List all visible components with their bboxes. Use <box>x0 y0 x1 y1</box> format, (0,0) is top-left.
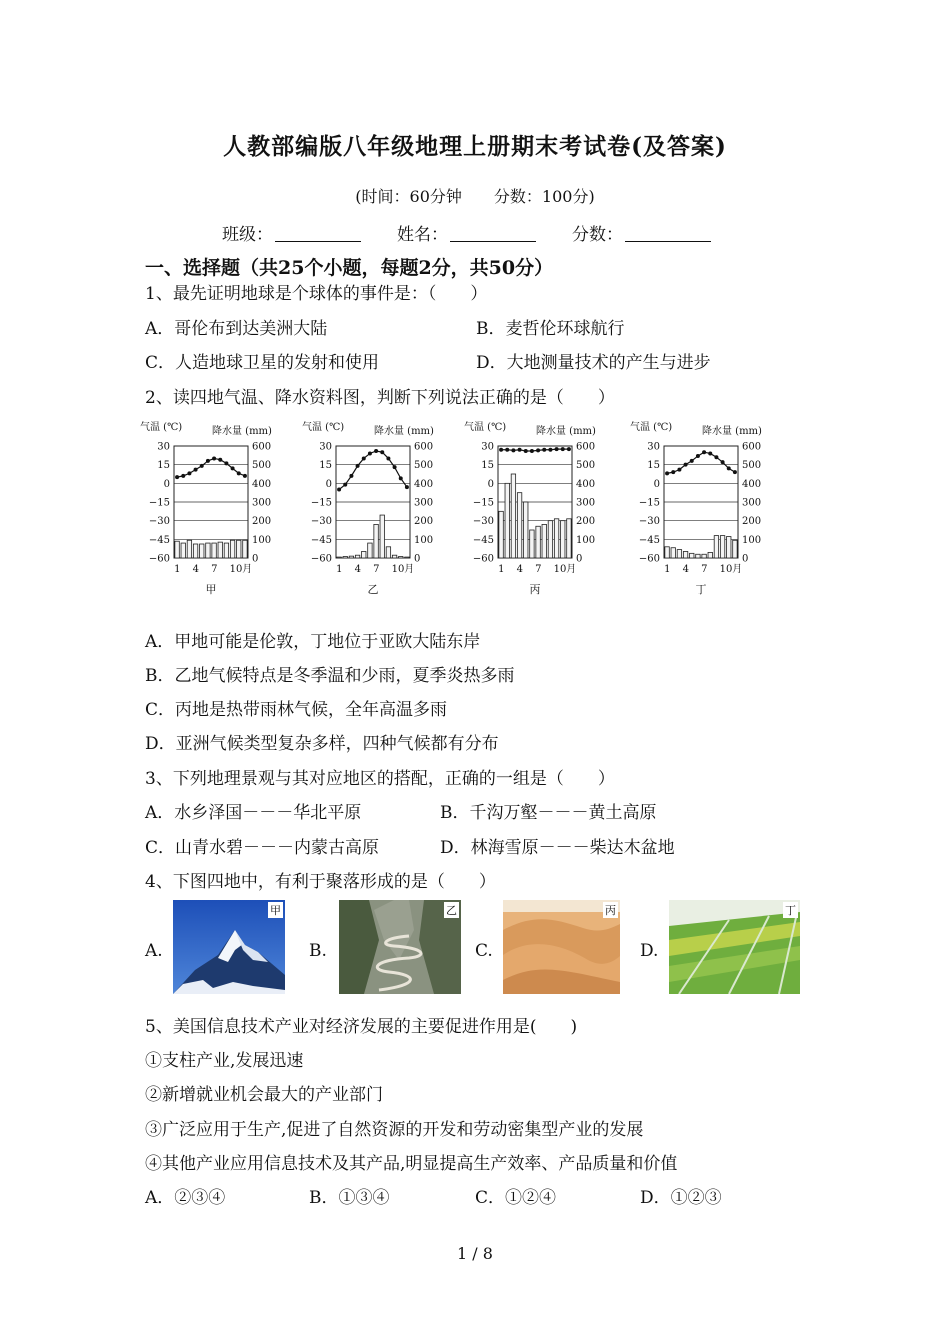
q2-stem: 2、读四地气温、降水资料图，判断下列说法正确的是（ ） <box>145 388 615 408</box>
temp-point <box>200 464 204 468</box>
precip-tick-label: 200 <box>252 516 272 528</box>
precip-bar <box>206 543 210 558</box>
month-tick-label: 1 <box>664 564 671 575</box>
temp-tick-label: 30 <box>481 441 494 453</box>
score-blank[interactable] <box>625 225 711 242</box>
temp-tick-label: 30 <box>157 441 170 453</box>
temp-tick-label: −45 <box>148 534 170 546</box>
temp-point <box>187 471 191 475</box>
precip-bar <box>530 530 534 558</box>
temp-point <box>690 459 694 463</box>
temp-tick-label: 30 <box>647 441 660 453</box>
precip-tick-label: 300 <box>576 497 596 509</box>
precip-bar <box>193 544 197 558</box>
temp-tick-label: −45 <box>310 534 332 546</box>
temp-point <box>175 475 179 479</box>
temp-axis-title: 气温 (℃) <box>630 422 673 433</box>
temp-point <box>356 464 360 468</box>
temp-point <box>393 465 397 469</box>
precip-bar <box>665 547 669 558</box>
month-tick-label: 10月 <box>229 564 253 575</box>
precip-bar <box>392 555 396 558</box>
precip-bar <box>671 548 675 558</box>
precip-bar <box>702 554 706 558</box>
temp-point <box>224 461 228 465</box>
q5-option-b[interactable]: B．①③④ <box>309 1188 390 1208</box>
precip-bar <box>224 543 228 558</box>
name-label: 姓名： <box>397 225 448 245</box>
temp-point <box>362 456 366 460</box>
temp-tick-label: −60 <box>638 553 660 565</box>
temp-point <box>727 466 731 470</box>
temp-point <box>399 476 403 480</box>
chart-name: 丁 <box>695 583 707 596</box>
precip-tick-label: 100 <box>414 534 434 546</box>
q4-stem: 4、下图四地中，有利于聚落形成的是（ ） <box>145 872 496 892</box>
month-tick-label: 7 <box>535 564 542 575</box>
temp-point <box>677 468 681 472</box>
page-number: 1 / 8 <box>457 1244 493 1263</box>
photo-tag-yi: 乙 <box>446 904 457 917</box>
precip-bar <box>218 542 222 558</box>
climate-chart-ding <box>628 418 788 602</box>
precip-bar <box>200 544 204 558</box>
temp-point <box>349 474 353 478</box>
class-label: 班级： <box>222 225 273 245</box>
temp-point <box>386 456 390 460</box>
temp-point <box>708 451 712 455</box>
precip-bar <box>362 551 366 558</box>
temp-line <box>667 452 735 473</box>
precip-bar <box>380 515 384 558</box>
section-heading: 一、选择题（共25个小题，每题2分，共50分） <box>145 257 554 279</box>
precip-bar <box>505 483 509 558</box>
precip-tick-label: 0 <box>414 553 421 565</box>
temp-axis-title: 气温 (℃) <box>464 422 507 433</box>
precip-bar <box>243 540 247 558</box>
q5-statement-2: ②新增就业机会最大的产业部门 <box>145 1085 383 1105</box>
precip-tick-label: 400 <box>576 478 596 490</box>
q5-option-d[interactable]: D．①②③ <box>640 1188 722 1208</box>
precip-bar <box>567 519 571 558</box>
temp-tick-label: −60 <box>148 553 170 565</box>
precip-bar <box>230 540 234 558</box>
temp-point <box>524 449 528 453</box>
precip-bar <box>374 524 378 558</box>
temp-tick-label: −60 <box>310 553 332 565</box>
precip-axis-title: 降水量 (mm) <box>536 426 596 437</box>
chart-name: 丙 <box>529 583 541 596</box>
temp-point <box>374 449 378 453</box>
month-tick-label: 7 <box>701 564 708 575</box>
temp-tick-label: 15 <box>319 460 332 472</box>
precip-bar <box>187 540 191 558</box>
precip-tick-label: 500 <box>252 460 272 472</box>
q5-statement-4: ④其他产业应用信息技术及其产品,明显提高生产效率、产品质量和价值 <box>145 1154 678 1174</box>
precip-bar <box>696 554 700 558</box>
month-tick-label: 1 <box>498 564 505 575</box>
temp-point <box>714 455 718 459</box>
precip-bar <box>548 521 552 558</box>
precip-bar <box>355 555 359 558</box>
chart-name: 乙 <box>367 583 379 596</box>
precip-tick-label: 100 <box>742 534 762 546</box>
temp-tick-label: −15 <box>472 497 494 509</box>
precip-tick-label: 100 <box>252 534 272 546</box>
month-tick-label: 10月 <box>391 564 415 575</box>
precip-bar <box>181 543 185 558</box>
temp-point <box>194 468 198 472</box>
precip-bar <box>714 536 718 558</box>
precip-bar <box>237 540 241 558</box>
photo-mountain-road <box>339 900 461 994</box>
temp-point <box>555 447 559 451</box>
q5-option-c[interactable]: C．①②④ <box>475 1188 557 1208</box>
precip-bar <box>337 557 341 558</box>
temp-point <box>243 474 247 478</box>
temp-point <box>696 454 700 458</box>
precip-tick-label: 500 <box>742 460 762 472</box>
q1-stem: 1、最先证明地球是个球体的事件是：（ ） <box>145 284 488 304</box>
temp-point <box>499 448 503 452</box>
score-label: 分数： <box>572 225 623 245</box>
photo-farmland-plain <box>669 900 800 994</box>
q3-option-b[interactable]: B．千沟万壑－－－黄土高原 <box>440 803 657 823</box>
q5-statement-3: ③广泛应用于生产,促进了自然资源的开发和劳动密集型产业的发展 <box>145 1120 644 1140</box>
precip-bar <box>349 556 353 558</box>
q3-option-d[interactable]: D．林海雪原－－－柴达木盆地 <box>440 838 675 858</box>
temp-tick-label: 15 <box>647 460 660 472</box>
month-tick-label: 4 <box>354 564 361 575</box>
chart-name: 甲 <box>205 583 217 596</box>
q4-label-a[interactable]: A. <box>145 941 163 961</box>
q2-option-a[interactable]: A．甲地可能是伦敦，丁地位于亚欧大陆东岸 <box>145 632 481 652</box>
temp-point <box>231 466 235 470</box>
temp-point <box>337 488 341 492</box>
month-tick-label: 1 <box>174 564 181 575</box>
photo-tag-ding: 丁 <box>785 904 796 917</box>
month-tick-label: 7 <box>373 564 380 575</box>
temp-point <box>405 485 409 489</box>
precip-tick-label: 0 <box>576 553 583 565</box>
month-tick-label: 4 <box>682 564 689 575</box>
class-blank[interactable] <box>275 225 361 242</box>
precip-tick-label: 400 <box>742 478 762 490</box>
temp-tick-label: −60 <box>472 553 494 565</box>
precip-tick-label: 400 <box>414 478 434 490</box>
precip-axis-title: 降水量 (mm) <box>212 426 272 437</box>
precip-tick-label: 600 <box>742 441 762 453</box>
temp-tick-label: −30 <box>148 516 170 528</box>
temp-tick-label: 0 <box>325 478 332 490</box>
temp-point <box>237 471 241 475</box>
precip-bar <box>536 526 540 558</box>
climate-chart-bing <box>462 418 622 602</box>
temp-axis-title: 气温 (℃) <box>302 422 345 433</box>
temp-tick-label: 15 <box>481 460 494 472</box>
temp-line <box>501 449 569 451</box>
photo-tag-jia: 甲 <box>270 904 281 917</box>
photo-desert-dunes <box>503 900 620 994</box>
month-tick-label: 1 <box>336 564 343 575</box>
month-tick-label: 7 <box>211 564 218 575</box>
temp-point <box>218 458 222 462</box>
temp-point <box>665 471 669 475</box>
temp-point <box>536 448 540 452</box>
q5-option-a[interactable]: A．②③④ <box>145 1188 226 1208</box>
temp-point <box>380 450 384 454</box>
temp-tick-label: −45 <box>472 534 494 546</box>
precip-bar <box>720 536 724 558</box>
temp-tick-label: 15 <box>157 460 170 472</box>
precip-bar <box>561 521 565 558</box>
precip-tick-label: 600 <box>414 441 434 453</box>
temp-line <box>177 458 245 477</box>
precip-tick-label: 300 <box>252 497 272 509</box>
precip-bar <box>386 547 390 558</box>
q2-option-c[interactable]: C．丙地是热带雨林气候，全年高温多雨 <box>145 700 448 720</box>
q1-option-a[interactable]: A．哥伦布到达美洲大陆 <box>145 319 328 339</box>
precip-tick-label: 300 <box>742 497 762 509</box>
q1-option-b[interactable]: B．麦哲伦环球航行 <box>476 319 625 339</box>
q4-label-c[interactable]: C. <box>475 941 493 961</box>
precip-bar <box>368 543 372 558</box>
temp-point <box>206 459 210 463</box>
q1-option-d[interactable]: D．大地测量技术的产生与进步 <box>476 353 711 373</box>
precip-bar <box>708 552 712 558</box>
precip-tick-label: 500 <box>414 460 434 472</box>
precip-tick-label: 200 <box>414 516 434 528</box>
month-tick-label: 4 <box>516 564 523 575</box>
q3-option-a[interactable]: A．水乡泽国－－－华北平原 <box>145 803 362 823</box>
precip-tick-label: 0 <box>252 553 259 565</box>
precip-bar <box>733 540 737 558</box>
precip-tick-label: 300 <box>414 497 434 509</box>
precip-bar <box>517 493 521 558</box>
q1-option-c[interactable]: C．人造地球卫星的发射和使用 <box>145 353 380 373</box>
climate-chart-jia <box>138 418 298 602</box>
precip-bar <box>343 557 347 558</box>
precip-tick-label: 400 <box>252 478 272 490</box>
precip-bar <box>690 553 694 558</box>
temp-point <box>212 456 216 460</box>
temp-tick-label: −15 <box>148 497 170 509</box>
temp-point <box>343 483 347 487</box>
temp-tick-label: −30 <box>310 516 332 528</box>
precip-bar <box>399 557 403 558</box>
temp-tick-label: −30 <box>638 516 660 528</box>
temp-point <box>567 447 571 451</box>
temp-tick-label: 0 <box>487 478 494 490</box>
temp-point <box>530 449 534 453</box>
temp-point <box>671 470 675 474</box>
q4-label-b[interactable]: B. <box>309 941 327 961</box>
name-blank[interactable] <box>450 225 536 242</box>
temp-axis-title: 气温 (℃) <box>140 422 183 433</box>
temp-point <box>548 448 552 452</box>
precip-bar <box>212 543 216 558</box>
precip-bar <box>554 519 558 558</box>
q2-option-b[interactable]: B．乙地气候特点是冬季温和少雨，夏季炎热多雨 <box>145 666 515 686</box>
temp-line <box>339 451 407 490</box>
precip-bar <box>683 551 687 558</box>
page-title: 人教部编版八年级地理上册期末考试卷(及答案) <box>223 133 727 160</box>
temp-point <box>181 474 185 478</box>
precip-bar <box>499 511 503 558</box>
temp-tick-label: −15 <box>310 497 332 509</box>
precip-bar <box>727 537 731 558</box>
q5-statement-1: ①支柱产业,发展迅速 <box>145 1051 304 1071</box>
precip-bar <box>677 550 681 558</box>
precip-tick-label: 200 <box>576 516 596 528</box>
precip-tick-label: 600 <box>576 441 596 453</box>
temp-point <box>505 448 509 452</box>
q5-stem: 5、美国信息技术产业对经济发展的主要促进作用是( ) <box>145 1017 578 1037</box>
temp-point <box>702 450 706 454</box>
precip-tick-label: 100 <box>576 534 596 546</box>
precip-tick-label: 600 <box>252 441 272 453</box>
month-tick-label: 10月 <box>553 564 577 575</box>
temp-point <box>721 460 725 464</box>
temp-point <box>561 447 565 451</box>
month-tick-label: 4 <box>192 564 199 575</box>
precip-bar <box>175 541 179 558</box>
q2-option-d[interactable]: D．亚洲气候类型复杂多样，四种气候都有分布 <box>145 734 499 754</box>
precip-bar <box>524 502 528 558</box>
month-tick-label: 10月 <box>719 564 743 575</box>
precip-tick-label: 0 <box>742 553 749 565</box>
temp-tick-label: −45 <box>638 534 660 546</box>
q3-option-c[interactable]: C．山青水碧－－－内蒙古高原 <box>145 838 380 858</box>
temp-tick-label: 0 <box>163 478 170 490</box>
precip-bar <box>542 524 546 558</box>
precip-bar <box>405 557 409 558</box>
temp-point <box>511 448 515 452</box>
temp-point <box>368 451 372 455</box>
temp-tick-label: −15 <box>638 497 660 509</box>
temp-tick-label: 0 <box>653 478 660 490</box>
precip-axis-title: 降水量 (mm) <box>374 426 434 437</box>
photo-tag-bing: 丙 <box>605 904 616 917</box>
precip-axis-title: 降水量 (mm) <box>702 426 762 437</box>
info-fields <box>222 220 711 245</box>
q3-stem: 3、下列地理景观与其对应地区的搭配，正确的一组是（ ） <box>145 769 615 789</box>
climate-chart-yi <box>300 418 460 602</box>
temp-point <box>684 463 688 467</box>
temp-tick-label: −30 <box>472 516 494 528</box>
photo-snow-mountain <box>173 900 285 994</box>
temp-point <box>733 470 737 474</box>
q4-label-d[interactable]: D. <box>640 941 659 961</box>
exam-time-score: (时间：60分钟 分数：100分) <box>355 187 595 206</box>
temp-tick-label: 30 <box>319 441 332 453</box>
precip-tick-label: 200 <box>742 516 762 528</box>
temp-point <box>518 448 522 452</box>
temp-point <box>542 448 546 452</box>
precip-bar <box>511 474 515 558</box>
precip-tick-label: 500 <box>576 460 596 472</box>
